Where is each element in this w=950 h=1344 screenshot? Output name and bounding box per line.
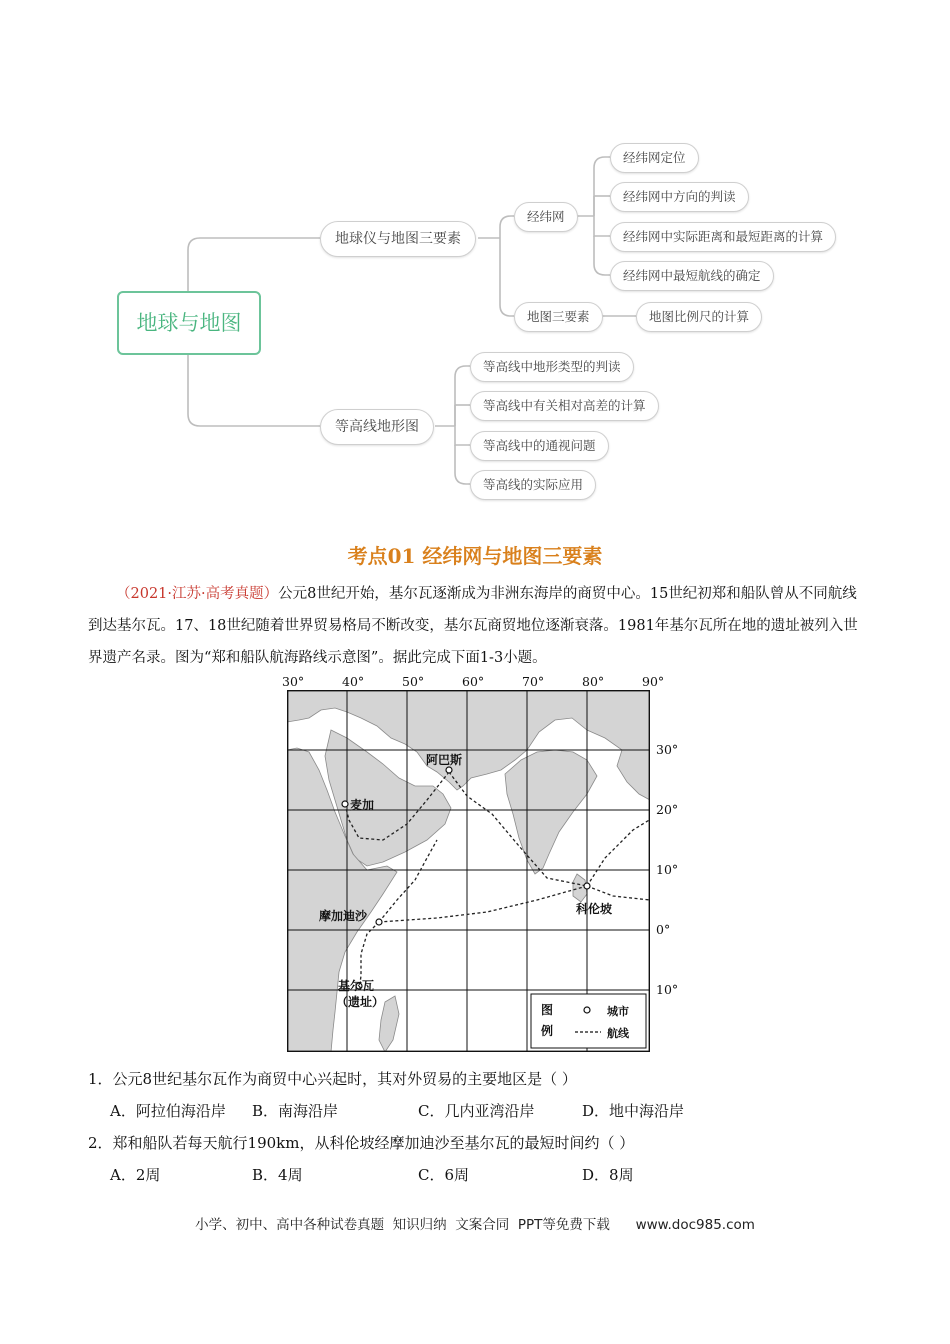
question-1-option-b: B．南海沿岸 xyxy=(252,1102,339,1120)
lon-label-50: 50° xyxy=(402,674,425,689)
mindmap-leaf-grid-4: 经纬网中最短航线的确定 xyxy=(610,261,774,291)
question-2-option-a: A．2周 xyxy=(110,1166,161,1184)
page-footer: 小学、初中、高中各种试卷真题 知识归纳 文案合同 PPT等免费下载 www.doc985.com xyxy=(195,1217,755,1233)
mindmap-leaf-contour-4: 等高线的实际应用 xyxy=(470,470,596,500)
question-1-stem: 1．公元8世纪基尔瓦作为商贸中心兴起时，其对外贸易的主要地区是（ ） xyxy=(88,1070,577,1088)
mindmap-leaf-scale: 地图比例尺的计算 xyxy=(636,302,762,332)
lon-label-80: 80° xyxy=(582,674,605,689)
mindmap-leaf-contour-1: 等高线中地形类型的判读 xyxy=(470,352,634,382)
question-2-option-d: D．8周 xyxy=(582,1166,634,1184)
lat-label-30n: 30° xyxy=(656,742,679,757)
mindmap-leaf-contour-2: 等高线中有关相对高差的计算 xyxy=(470,391,659,421)
mindmap-leaf-contour-3: 等高线中的通视问题 xyxy=(470,431,609,461)
question-source: （2021·江苏·高考真题） xyxy=(116,586,279,602)
city-label-mogadishu: 摩加迪沙 xyxy=(319,909,368,923)
lat-label-10n: 10° xyxy=(656,862,679,877)
lat-label-10s: 10° xyxy=(656,982,679,997)
legend-city-label: 城市 xyxy=(607,1005,629,1018)
city-label-kilwa-note: （遗址） xyxy=(336,995,385,1009)
question-2-option-b: B．4周 xyxy=(252,1166,303,1184)
lon-label-60: 60° xyxy=(462,674,485,689)
mindmap-root: 地球与地图 xyxy=(117,291,261,355)
question-2-option-c: C．6周 xyxy=(418,1166,470,1184)
mindmap-leaf-grid-3: 经纬网中实际距离和最短距离的计算 xyxy=(610,222,836,252)
mindmap-branch-contour: 等高线地形图 xyxy=(320,409,434,445)
legend-city-symbol xyxy=(584,1007,590,1013)
lon-label-90: 90° xyxy=(642,674,665,689)
intro-text: 公元8世纪开始，基尔瓦逐渐成为非洲东海岸的商贸中心。15世纪初郑和船队曾从不同航线到达基尔瓦。17、18世纪随着世界贸易格局不断改变，基尔瓦商贸地位逐渐衰落。1981年基尔瓦所在地的遗址被列入世界遗产名录。图为“郑和船队航海路线示意图”。据此完成下面1-3小题。 xyxy=(88,586,858,666)
city-label-abas: 阿巴斯 xyxy=(426,753,463,767)
intro-paragraph xyxy=(88,578,863,674)
question-1-option-c: C．几内亚湾沿岸 xyxy=(418,1102,535,1120)
city-label-kilwa: 基尔瓦 xyxy=(338,979,375,993)
lat-label-0: 0° xyxy=(656,922,671,937)
mindmap-branch-globe-map: 地球仪与地图三要素 xyxy=(320,221,476,257)
mindmap-sub-graticule: 经纬网 xyxy=(514,202,578,232)
question-2-stem: 2．郑和船队若每天航行190km，从科伦坡经摩加迪沙至基尔瓦的最短时间约（ ） xyxy=(88,1134,635,1152)
legend-title-1: 图 xyxy=(541,1003,554,1017)
lon-label-70: 70° xyxy=(522,674,545,689)
mindmap-sub-map-elements: 地图三要素 xyxy=(514,302,603,332)
mindmap-leaf-grid-1: 经纬网定位 xyxy=(610,143,699,173)
question-1-option-d: D．地中海沿岸 xyxy=(582,1102,685,1120)
lat-label-20n: 20° xyxy=(656,802,679,817)
city-label-colombo: 科伦坡 xyxy=(576,902,613,916)
mindmap-leaf-grid-2: 经纬网中方向的判读 xyxy=(610,182,749,212)
lon-label-40: 40° xyxy=(342,674,365,689)
question-1-option-a: A．阿拉伯海沿岸 xyxy=(110,1102,226,1120)
legend-route-label: 航线 xyxy=(607,1027,629,1040)
lon-label-30: 30° xyxy=(282,674,305,689)
section-title: 考点01 经纬网与地图三要素 xyxy=(347,544,603,568)
city-label-mecca: 麦加 xyxy=(350,798,375,812)
legend-title-2: 例 xyxy=(541,1024,554,1038)
